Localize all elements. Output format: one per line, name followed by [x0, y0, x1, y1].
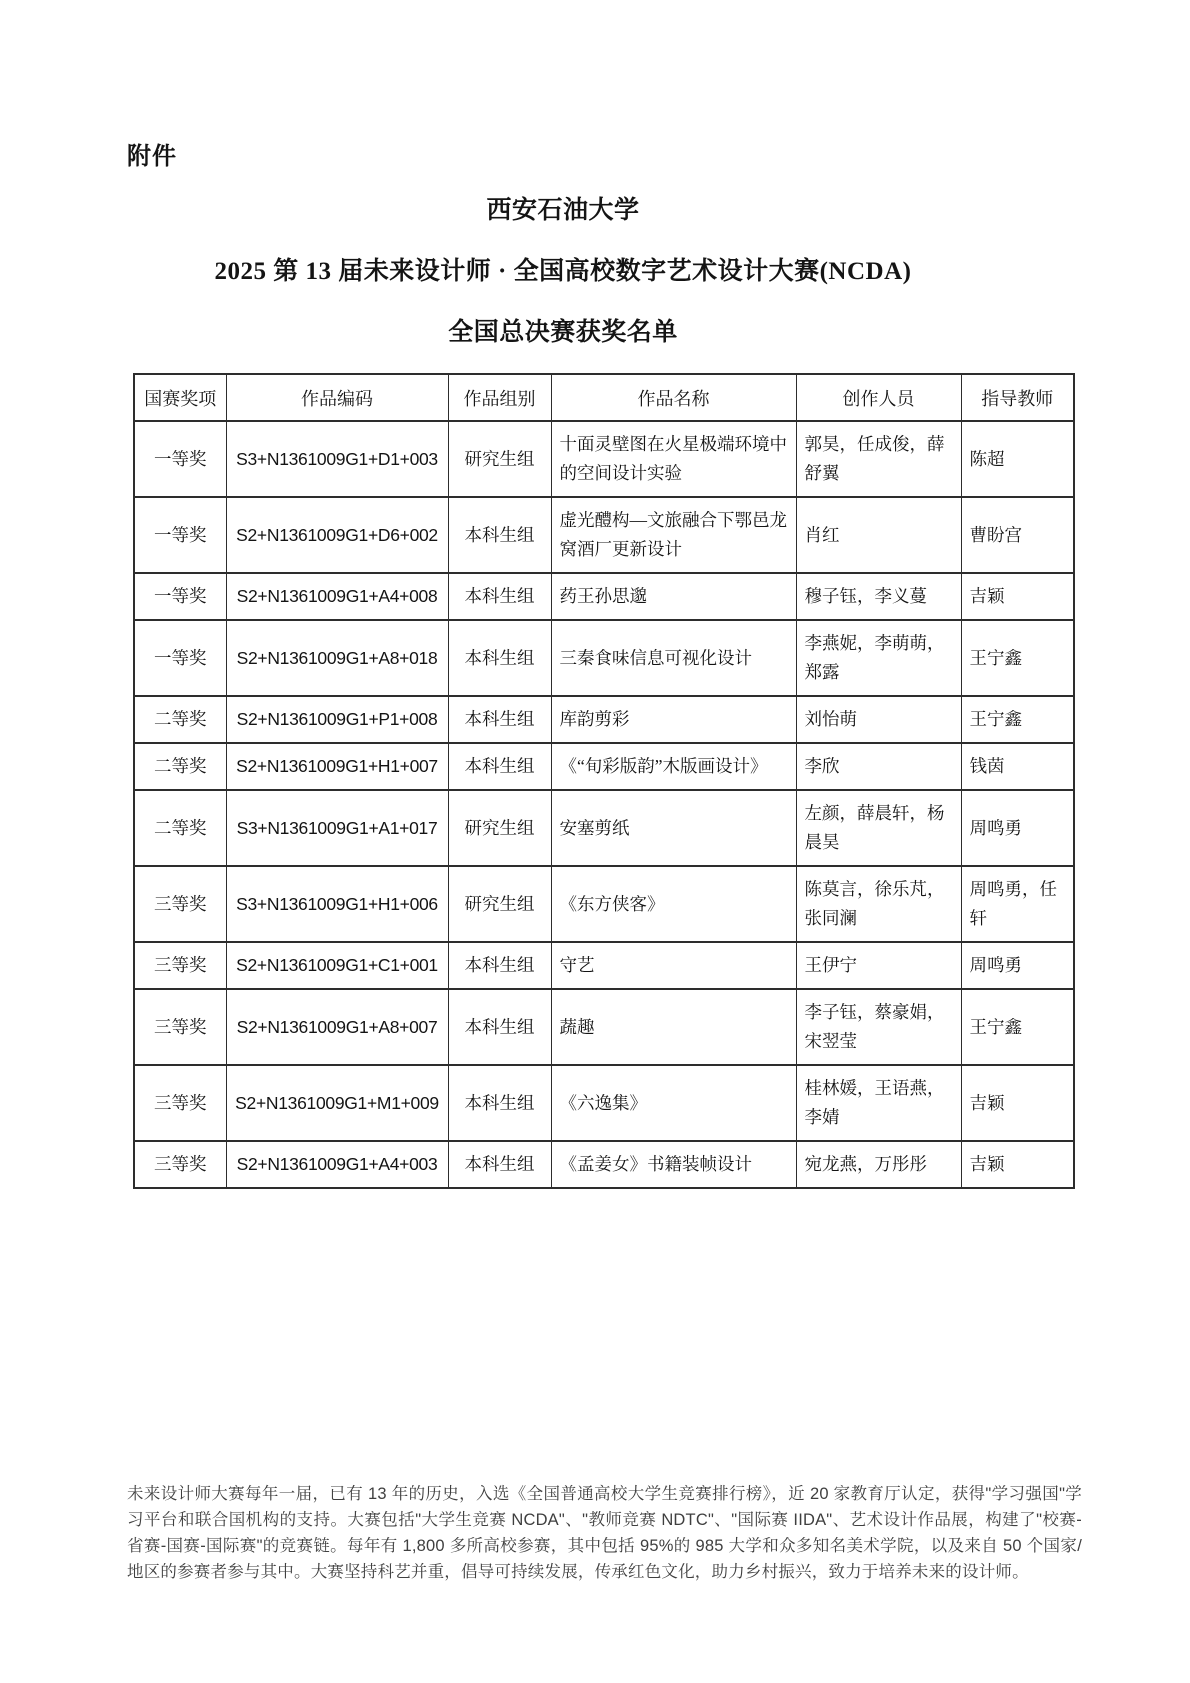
table-header-row: [134, 374, 1074, 421]
group-cell: 本科生组: [448, 743, 551, 790]
competition-title: 2025 第 13 届未来设计师 · 全国高校数字艺术设计大赛(NCDA): [214, 258, 912, 285]
creators-cell: 陈莫言，徐乐芃，张同澜: [796, 866, 961, 942]
group-cell: 本科生组: [448, 573, 551, 620]
table-row: [134, 497, 1074, 573]
award-rank-cell: 三等奖: [134, 1141, 226, 1188]
university-title: 西安石油大学: [486, 197, 640, 224]
creators-cell: 宛龙燕，万彤彤: [796, 1141, 961, 1188]
award-list-title: 全国总决赛获奖名单: [448, 319, 678, 346]
table-row: [134, 942, 1074, 989]
header-advisor: 指导教师: [961, 374, 1074, 421]
award-rank-cell: 二等奖: [134, 743, 226, 790]
table-row: [134, 790, 1074, 866]
award-rank-cell: 一等奖: [134, 620, 226, 696]
award-rank-cell: 三等奖: [134, 942, 226, 989]
work-title-cell: 虚光醴构—文旅融合下鄂邑龙窝酒厂更新设计: [551, 497, 796, 573]
creators-cell: 郭昊，任成俊，薛舒翼: [796, 421, 961, 497]
group-cell: 研究生组: [448, 421, 551, 497]
header-group: 作品组别: [448, 374, 551, 421]
creators-cell: 李子钰，蔡豪娟，宋翌莹: [796, 989, 961, 1065]
group-cell: 本科生组: [448, 1141, 551, 1188]
table-row: [134, 696, 1074, 743]
table-row: [134, 866, 1074, 942]
creators-cell: 肖红: [796, 497, 961, 573]
group-cell: 本科生组: [448, 620, 551, 696]
work-title-cell: 《东方侠客》: [551, 866, 796, 942]
group-cell: 本科生组: [448, 942, 551, 989]
work-title-cell: 三秦食味信息可视化设计: [551, 620, 796, 696]
work-title-cell: 《“旬彩版韵”木版画设计》: [551, 743, 796, 790]
work-code-cell: S2+N1361009G1+C1+001: [226, 942, 448, 989]
award-rank-cell: 三等奖: [134, 1065, 226, 1141]
creators-cell: 左颜，薛晨轩，杨晨昊: [796, 790, 961, 866]
group-cell: 本科生组: [448, 1065, 551, 1141]
table-row: [134, 421, 1074, 497]
award-rank-cell: 一等奖: [134, 497, 226, 573]
advisor-cell: 陈超: [961, 421, 1074, 497]
work-title-cell: 安塞剪纸: [551, 790, 796, 866]
work-title-cell: 守艺: [551, 942, 796, 989]
advisor-cell: 周鸣勇: [961, 942, 1074, 989]
table-row: [134, 620, 1074, 696]
table-row: [134, 743, 1074, 790]
advisor-cell: 吉颖: [961, 573, 1074, 620]
advisor-cell: 曹盼宫: [961, 497, 1074, 573]
work-code-cell: S3+N1361009G1+A1+017: [226, 790, 448, 866]
creators-cell: 李欣: [796, 743, 961, 790]
work-code-cell: S3+N1361009G1+D1+003: [226, 421, 448, 497]
creators-cell: 李燕妮，李萌萌，郑露: [796, 620, 961, 696]
award-rank-cell: 三等奖: [134, 866, 226, 942]
award-rank-cell: 三等奖: [134, 989, 226, 1065]
advisor-cell: 周鸣勇: [961, 790, 1074, 866]
header-award-rank: 国赛奖项: [134, 374, 226, 421]
header-work-code: 作品编码: [226, 374, 448, 421]
work-code-cell: S2+N1361009G1+A4+008: [226, 573, 448, 620]
table-row: [134, 1141, 1074, 1188]
work-code-cell: S2+N1361009G1+M1+009: [226, 1065, 448, 1141]
work-code-cell: S3+N1361009G1+H1+006: [226, 866, 448, 942]
group-cell: 本科生组: [448, 696, 551, 743]
awards-table: [133, 373, 1075, 1189]
work-title-cell: 十面灵壁图在火星极端环境中的空间设计实验: [551, 421, 796, 497]
creators-cell: 王伊宁: [796, 942, 961, 989]
work-code-cell: S2+N1361009G1+A4+003: [226, 1141, 448, 1188]
creators-cell: 穆子钰，李义蔓: [796, 573, 961, 620]
work-title-cell: 《六逸集》: [551, 1065, 796, 1141]
header-creators: 创作人员: [796, 374, 961, 421]
work-code-cell: S2+N1361009G1+P1+008: [226, 696, 448, 743]
advisor-cell: 吉颖: [961, 1065, 1074, 1141]
award-rank-cell: 一等奖: [134, 573, 226, 620]
work-title-cell: 药王孙思邈: [551, 573, 796, 620]
header-work-title: 作品名称: [551, 374, 796, 421]
award-rank-cell: 二等奖: [134, 696, 226, 743]
advisor-cell: 周鸣勇，任轩: [961, 866, 1074, 942]
creators-cell: 桂林媛，王语燕，李婧: [796, 1065, 961, 1141]
work-code-cell: S2+N1361009G1+D6+002: [226, 497, 448, 573]
attachment-label: 附件: [127, 144, 177, 170]
advisor-cell: 王宁鑫: [961, 696, 1074, 743]
creators-cell: 刘怡萌: [796, 696, 961, 743]
advisor-cell: 吉颖: [961, 1141, 1074, 1188]
work-title-cell: 《孟姜女》书籍装帧设计: [551, 1141, 796, 1188]
table-row: [134, 573, 1074, 620]
advisor-cell: 钱茵: [961, 743, 1074, 790]
work-title-cell: 蔬趣: [551, 989, 796, 1065]
table-row: [134, 1065, 1074, 1141]
award-rank-cell: 二等奖: [134, 790, 226, 866]
group-cell: 本科生组: [448, 989, 551, 1065]
footer-paragraph: 未来设计师大赛每年一届，已有 13 年的历史，入选《全国普通高校大学生竞赛排行榜》，近 20 家教育厅认定，获得"学习强国"学习平台和联合国机构的支持。大赛包括"大学生竞赛 NCDA"、"教师竞赛 NDTC"、"国际赛 IIDA"、艺术设计作品展，构建了"校赛-省赛-国赛-国际赛"的竞赛链。每年有 1,800 多所高校参赛，其中包括 95%的 985 大学和众多知名美术学院，以及来自 50 个国家/地区的参赛者参与其中。大赛坚持科艺并重，倡导可持续发展，传承红色文化，助力乡村振兴，致力于培养未来的设计师。: [127, 1485, 1082, 1581]
table-row: [134, 989, 1074, 1065]
group-cell: 本科生组: [448, 497, 551, 573]
group-cell: 研究生组: [448, 790, 551, 866]
group-cell: 研究生组: [448, 866, 551, 942]
title-block: [127, 196, 999, 379]
work-code-cell: S2+N1361009G1+A8+007: [226, 989, 448, 1065]
award-rank-cell: 一等奖: [134, 421, 226, 497]
work-code-cell: S2+N1361009G1+H1+007: [226, 743, 448, 790]
advisor-cell: 王宁鑫: [961, 989, 1074, 1065]
work-code-cell: S2+N1361009G1+A8+018: [226, 620, 448, 696]
advisor-cell: 王宁鑫: [961, 620, 1074, 696]
work-title-cell: 库韵剪彩: [551, 696, 796, 743]
